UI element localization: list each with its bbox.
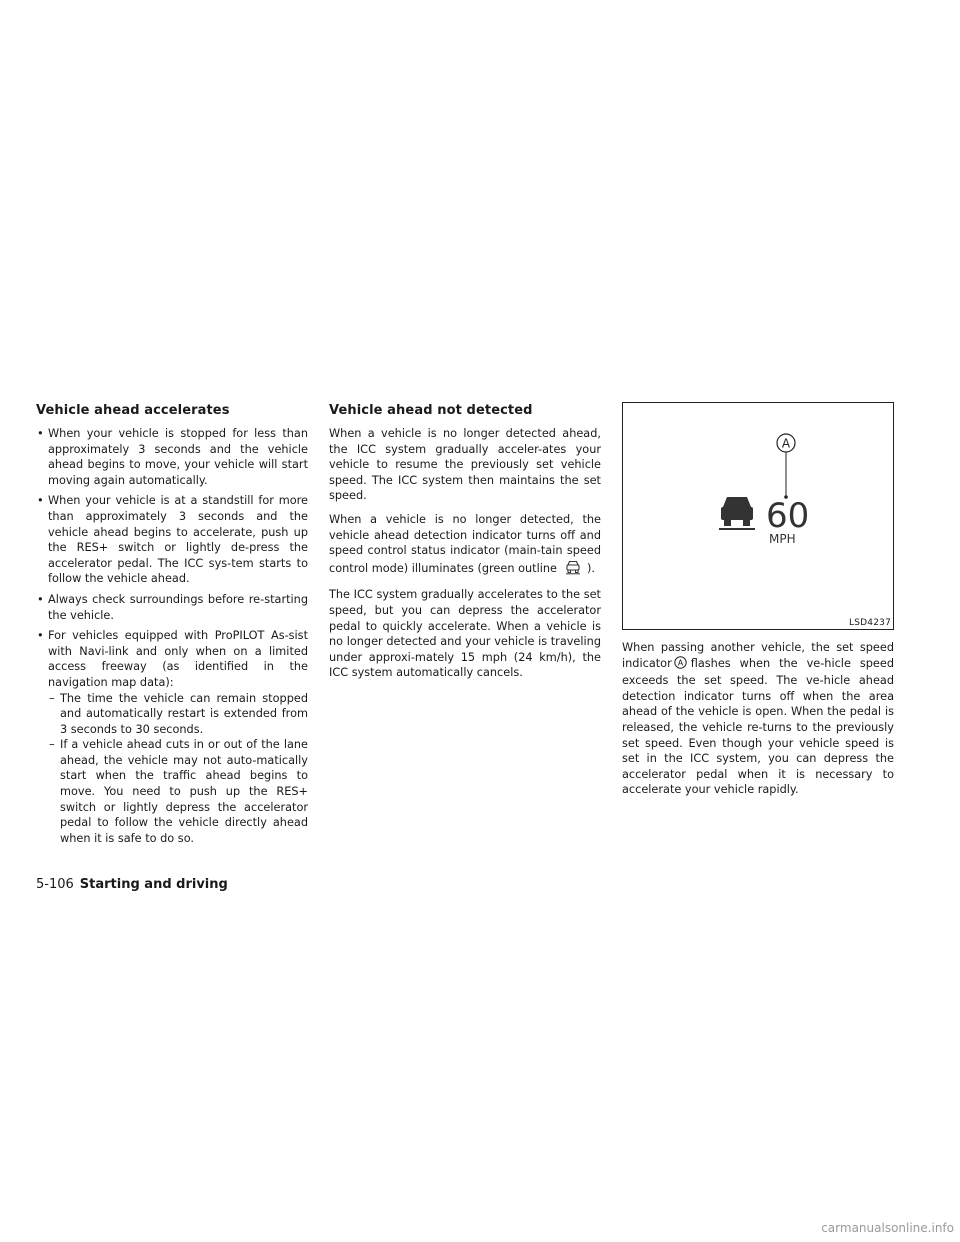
bullet-list bbox=[36, 426, 308, 846]
speed-unit: MPH bbox=[769, 532, 796, 546]
svg-text:A: A bbox=[677, 658, 683, 668]
list-item: • Always check surroundings before re-starting the vehicle. bbox=[36, 592, 308, 623]
vehicle-icon bbox=[719, 497, 755, 529]
page-footer bbox=[36, 876, 228, 894]
figure-code: LSD4237 bbox=[849, 618, 891, 628]
paragraph: The ICC system gradually accelerates to the set speed, but you can depress the accelerator pedal to quickly accelerate. When a vehicle is no longer detected and your vehicle is traveling under approxi-mately 15 mph (24 km/h), the ICC system automatically cancels. bbox=[329, 588, 601, 680]
list-item-text: For vehicles equipped with ProPILOT As-sist with Navi-link and only when on a limited access freeway (as identified in the navigation map data): bbox=[48, 629, 308, 689]
figure-illustration bbox=[623, 403, 895, 631]
sub-list-item: – If a vehicle ahead cuts in or out of the lane ahead, the vehicle may not auto-matically start when the traffic ahead begins to move. You need to push up the RES+ switch or lightly depress the accelerator pedal to follow the vehicle directly ahead when it is safe to do so. bbox=[48, 737, 308, 846]
section-heading-vehicle-ahead-not-detected: Vehicle ahead not detected bbox=[329, 403, 533, 418]
figure-set-speed-indicator bbox=[622, 402, 894, 630]
list-item bbox=[36, 628, 308, 846]
paragraph bbox=[622, 640, 894, 798]
paragraph-text-cont: flashes when the ve-hicle speed exceeds the set speed. The ve-hicle ahead detection indicator turns off when the area ahead of the vehicle is open. When the pedal is released, the vehicle re-turns to the previously set speed. Even though your vehicle speed is set in the ICC system, you can depress the accelerator pedal when it is necessary to accelerate your vehicle rapidly. bbox=[622, 656, 894, 797]
sub-list-item: – The time the vehicle can remain stopped and automatically restart is extended from 3 seconds to 30 seconds. bbox=[48, 691, 308, 738]
paragraph-text-end: ). bbox=[586, 561, 595, 575]
paragraph: When a vehicle is no longer detected ahead, the ICC system gradually acceler-ates your vehicle to resume the previously set vehicle speed. The ICC system then maintains the set speed. bbox=[329, 427, 601, 503]
callout-label: A bbox=[781, 436, 791, 451]
paragraph-text: When passing another vehicle, the set speed indicator bbox=[622, 641, 894, 670]
watermark: carmanualsonline.info bbox=[821, 1221, 954, 1235]
column-middle bbox=[329, 402, 601, 689]
column-right bbox=[622, 402, 894, 806]
vehicle-outline-icon bbox=[565, 559, 581, 580]
paragraph bbox=[329, 512, 601, 579]
list-item: • When your vehicle is at a standstill for more than approximately 3 seconds and the vehicle ahead begins to accelerate, push up the RES+ switch or lightly de-press the accelerator pedal. The ICC sys-tem starts to follow the vehicle ahead. bbox=[36, 493, 308, 587]
callout-a-icon bbox=[674, 656, 687, 674]
set-speed-value: 60 bbox=[766, 496, 810, 536]
section-title: Starting and driving bbox=[79, 877, 228, 892]
paragraph-text: When a vehicle is no longer detected, the vehicle ahead detection indicator turns off and speed control status indicator (main-tain speed control mode) illuminates (green outline bbox=[329, 512, 601, 575]
page-number: 5-106 bbox=[36, 877, 74, 892]
column-left bbox=[36, 402, 308, 851]
list-item: • When your vehicle is stopped for less than approximately 3 seconds and the vehicle ahead begins to move, your vehicle will start moving again automatically. bbox=[36, 426, 308, 488]
section-heading-vehicle-ahead-accelerates: Vehicle ahead accelerates bbox=[36, 403, 230, 418]
sub-bullet-list bbox=[48, 691, 308, 847]
